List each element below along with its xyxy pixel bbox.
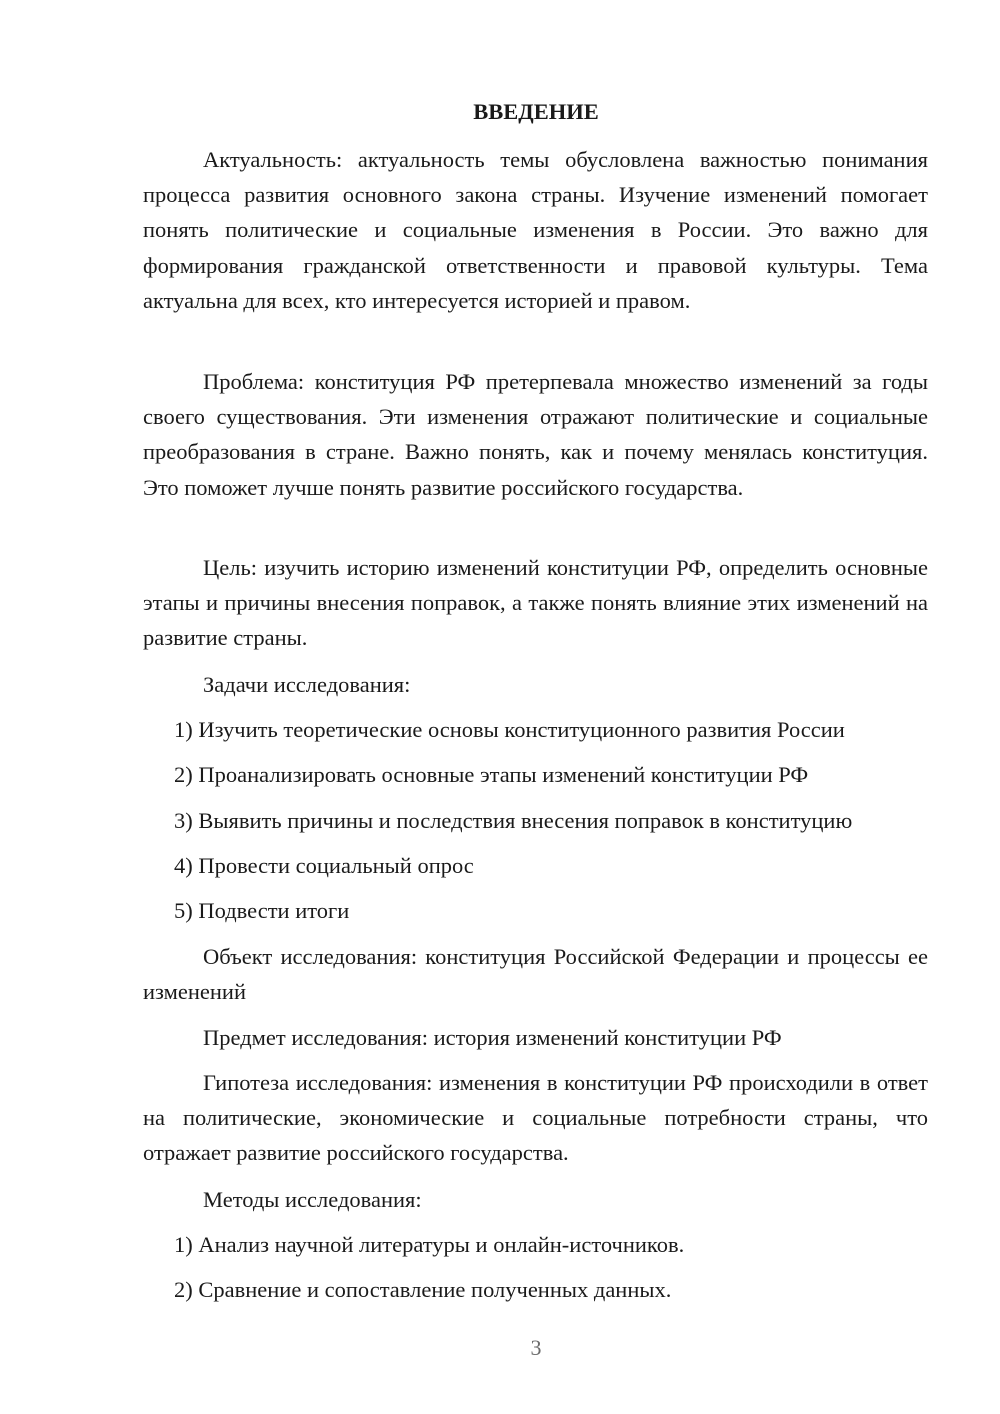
subject-paragraph: Предмет исследования: история изменений конституции РФ: [203, 1025, 782, 1050]
relevance-paragraph: Актуальность: актуальность темы обусловлена важностью понимания процесса развития основного закона страны. Изучение изменений помогает понять политические и социальные изменения в России. Это важно для формирования гражданской ответственности и правовой культуры. Тема актуальна для всех, кто интересуется историей и правом.: [143, 147, 928, 313]
hypothesis-paragraph: Гипотеза исследования: изменения в конституции РФ происходили в ответ на политические, экономические и социальные потребности страны, что отражает развитие российского государства.: [143, 1070, 928, 1166]
task-item-3: 3) Выявить причины и последствия внесения поправок в конституцию: [174, 808, 853, 833]
object-paragraph: Объект исследования: конституция Российской Федерации и процессы ее изменений: [143, 944, 928, 1005]
methods-heading: Методы исследования:: [203, 1187, 422, 1212]
page-number: 3: [530, 1335, 542, 1360]
task-item-5: 5) Подвести итоги: [174, 898, 350, 923]
task-item-2: 2) Проанализировать основные этапы изменений конституции РФ: [174, 762, 809, 787]
goal-paragraph: Цель: изучить историю изменений конституции РФ, определить основные этапы и причины внесения поправок, а также понять влияние этих изменений на развитие страны.: [143, 555, 928, 651]
problem-paragraph: Проблема: конституция РФ претерпевала множество изменений за годы своего существования. Эти изменения отражают политические и социальные преобразования в стране. Важно понять, как и почему менялась конституция. Это поможет лучше понять развитие российского государства.: [143, 369, 928, 500]
tasks-heading: Задачи исследования:: [203, 672, 411, 697]
task-item-4: 4) Провести социальный опрос: [174, 853, 474, 878]
method-item-2: 2) Сравнение и сопоставление полученных данных.: [174, 1277, 672, 1302]
page-title: ВВЕДЕНИЕ: [473, 99, 599, 124]
method-item-1: 1) Анализ научной литературы и онлайн-источников.: [174, 1232, 685, 1257]
task-item-1: 1) Изучить теоретические основы конституционного развития России: [174, 717, 845, 742]
